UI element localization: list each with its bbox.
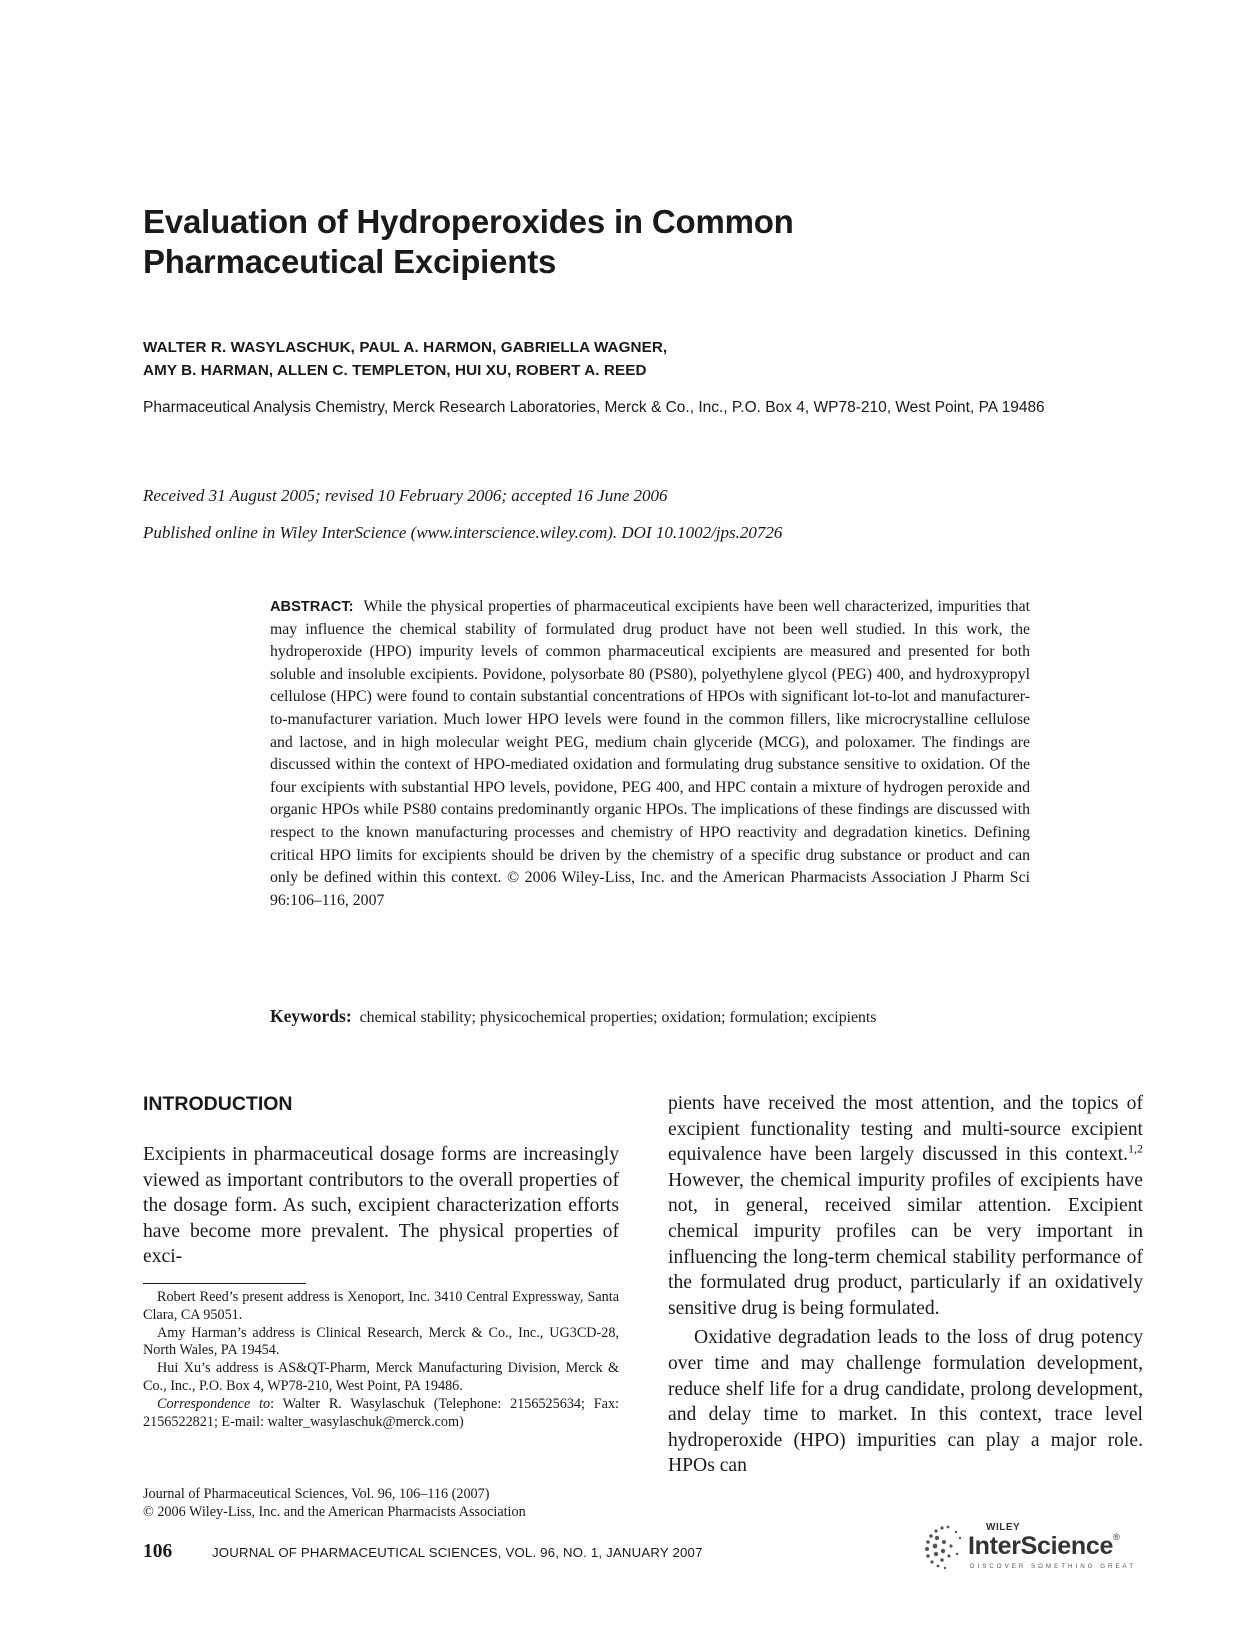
abstract-copyright: © 2006 Wiley-Liss, Inc. and the American Pharmacists Association J Pharm Sci 96:106–116, 2007	[270, 869, 1030, 909]
wiley-interscience-logo	[920, 1524, 1145, 1576]
footnote-divider	[143, 1283, 306, 1284]
received-dates: Received 31 August 2005; revised 10 February 2006; accepted 16 June 2006	[143, 486, 668, 505]
keywords-label: Keywords:	[270, 1006, 352, 1026]
keywords	[270, 1005, 1030, 1030]
section-heading-introduction: INTRODUCTION	[143, 1093, 293, 1115]
footnotes	[143, 1289, 619, 1431]
logo-tagline: DISCOVER SOMETHING GREAT	[970, 1563, 1137, 1570]
logo-name	[968, 1532, 1119, 1561]
logo-publisher: WILEY	[986, 1522, 1021, 1533]
publication-info: Published online in Wiley InterScience (www.interscience.wiley.com). DOI 10.1002/jps.20726	[143, 523, 783, 542]
correspondence-text: : Walter R. Wasylaschuk (Telephone: 2156525634; Fax: 2156522821; E-mail: walter_wasylaschuk@merck.com)	[143, 1395, 619, 1430]
footnote-xu: Hui Xu’s address is AS&QT-Pharm, Merck Manufacturing Division, Merck & Co., Inc., P.O. Box 4, WP78-210, West Point, PA 19486.	[143, 1360, 619, 1394]
introduction-paragraph-2: Oxidative degradation leads to the loss of drug potency over time and may challenge formulation development, reduce shelf life for a drug candidate, prolong development, and delay time to market. In this context, trace level hydroperoxide (HPO) impurities can play a major role. HPOs can	[668, 1327, 1143, 1477]
page-number: 106	[143, 1541, 173, 1562]
author-line-1: WALTER R. WASYLASCHUK, PAUL A. HARMON, GABRIELLA WAGNER,	[143, 339, 668, 356]
reference-superscript: 1,2	[1128, 1141, 1143, 1156]
journal-citation-line: Journal of Pharmaceutical Sciences, Vol. 96, 106–116 (2007)	[143, 1486, 490, 1502]
journal-citation	[143, 1486, 619, 1522]
col2-text-a: pients have received the most attention, and the topics of excipient functionality testing and multi-source excipient equivalence have been largely discussed in this context.	[668, 1093, 1143, 1166]
keywords-text: chemical stability; physicochemical properties; oxidation; formulation; excipients	[359, 1009, 877, 1026]
footnote-copyright: © 2006 Wiley-Liss, Inc. and the American Pharmacists Association	[143, 1503, 526, 1520]
abstract	[270, 596, 1030, 912]
author-line-2: AMY B. HARMAN, ALLEN C. TEMPLETON, HUI XU, ROBERT A. REED	[143, 362, 647, 379]
footnote-reed: Robert Reed’s present address is Xenoport, Inc. 3410 Central Expressway, Santa Clara, CA 95051.	[143, 1289, 619, 1323]
logo-registered-mark: ®	[1113, 1532, 1120, 1542]
introduction-paragraph-1: Excipients in pharmaceutical dosage forms are increasingly viewed as important contributors to the overall properties of the dosage form. As such, excipient characterization efforts have become more prevalent. The physical properties of exci-	[143, 1144, 619, 1268]
footnote-harman: Amy Harman’s address is Clinical Research, Merck & Co., Inc., UG3CD-28, North Wales, PA 19454.	[143, 1324, 619, 1359]
running-footer: JOURNAL OF PHARMACEUTICAL SCIENCES, VOL. 96, NO. 1, JANUARY 2007	[212, 1545, 703, 1560]
abstract-label: ABSTRACT:	[270, 599, 354, 615]
author-list	[143, 336, 1043, 382]
logo-name-text: InterScience	[968, 1532, 1114, 1560]
footnote-correspondence	[143, 1396, 619, 1432]
correspondence-label: Correspondence to	[157, 1395, 271, 1412]
right-column-text	[668, 1091, 1143, 1479]
introduction-paragraph-1-continued	[668, 1091, 1143, 1321]
affiliation: Pharmaceutical Analysis Chemistry, Merck Research Laboratories, Merck & Co., Inc., P.O. Box 4, WP78-210, West Point, PA 19486	[143, 399, 1045, 416]
col2-text-b: However, the chemical impurity profiles of excipients have not, in general, received similar attention. Excipient chemical impurity profiles can be very important in influencing the long-term chemical stability performance of the formulated drug product, particularly if an oxidatively sensitive drug is being formulated.	[668, 1169, 1143, 1319]
abstract-text: While the physical properties of pharmaceutical excipients have been well characterized, impurities that may influence the chemical stability of formulated drug product have not been well studied. In this work, the hydroperoxide (HPO) impurity levels of common pharmaceutical excipients are measured and presented for both soluble and insoluble excipients. Povidone, polysorbate 80 (PS80), polyethylene glycol (PEG) 400, and hydroxypropyl cellulose (HPC) were found to contain substantial concentrations of HPOs with significant lot-to-lot and manufacturer-to-manufacturer variation. Much lower HPO levels were found in the common fillers, like microcrystalline cellulose and lactose, and in high molecular weight PEG, medium chain glyceride (MCG), and poloxamer. The findings are discussed within the context of HPO-mediated oxidation and formulating drug substance sensitive to oxidation. Of the four excipients with substantial HPO levels, povidone, PEG 400, and HPC contain a mixture of hydrogen peroxide and organic HPOs while PS80 contains predominantly organic HPOs. The implications of these findings are discussed with respect to the known manufacturing processes and chemistry of HPO reactivity and degradation kinetics. Defining critical HPO limits for excipients should be driven by the chemistry of a specific drug substance or product and can only be defined within this context.	[270, 598, 1030, 887]
article-title: Evaluation of Hydroperoxides in Common Pharmaceutical Excipients	[143, 203, 794, 280]
